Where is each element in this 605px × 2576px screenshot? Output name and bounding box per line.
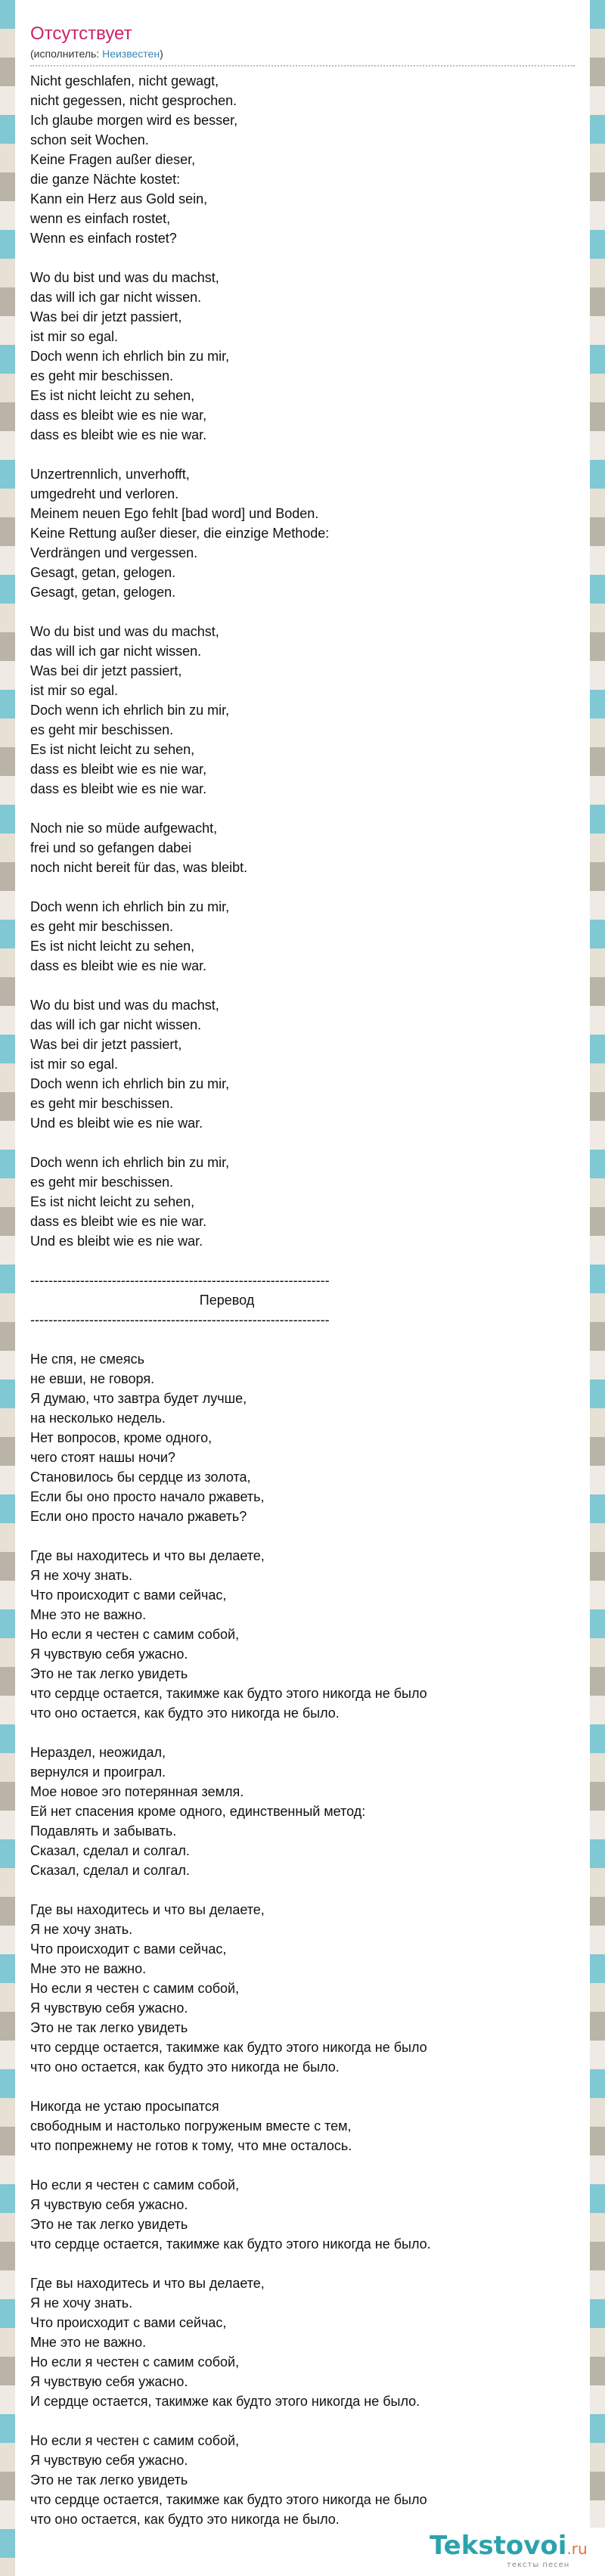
- song-title: Отсутствует: [30, 23, 132, 44]
- logo-tagline: тексты песен: [507, 2561, 570, 2569]
- site-logo[interactable]: [424, 2528, 605, 2576]
- spacer: [30, 1251, 575, 1271]
- separator-top: ------------------------------------------------------------------: [30, 1273, 330, 1288]
- performer-link[interactable]: Неизвестен: [102, 48, 160, 60]
- logo-name: Tekstovoi: [430, 2531, 567, 2561]
- original-lyrics: Nicht geschlafen, nicht gewagt, nicht gegessen, nicht gesprochen. Ich glaube morgen wird es besser, schon seit Wochen. Keine Fragen außer dieser, die ganze Nächte kostet: Kann ein Herz aus Gold sein, wenn es einfach rostet, Wenn es einfach rostet? Wo du bist und was du machst, das will ich gar nicht wissen. Was bei dir jetzt passiert, ist mir so egal. Doch wenn ich ehrlich bin zu mir, es geht mir beschissen. Es ist nicht leicht zu sehen, dass es bleibt wie es nie war, dass es bleibt wie es nie war. Unzertrennlich, unverhofft, umgedreht und verloren. Meinem neuen Ego fehlt [bad word] und Boden. Keine Rettung außer dieser, die einzige Methode: Verdrängen und vergessen. Gesagt, getan, gelogen. Gesagt, getan, gelogen. Wo du bist und was du machst, das will ich gar nicht wissen. Was bei dir jetzt passiert, ist mir so egal. Doch wenn ich ehrlich bin zu mir, es geht mir beschissen. Es ist nicht leicht zu sehen, dass es bleibt wie es nie war, dass es bleibt wie es nie war. Noch nie so müde aufgewacht, frei und so gefangen dabei noch nicht bereit für das, was bleibt. Doch wenn ich ehrlich bin zu mir, es geht mir beschissen. Es ist nicht leicht zu sehen, dass es bleibt wie es nie war. Wo du bist und was du machst, das will ich gar nicht wissen. Was bei dir jetzt passiert, ist mir so egal. Doch wenn ich ehrlich bin zu mir, es geht mir beschissen. Und es bleibt wie es nie war. Doch wenn ich ehrlich bin zu mir, es geht mir beschissen. Es ist nicht leicht zu sehen, dass es bleibt wie es nie war. Und es bleibt wie es nie war.: [30, 73, 330, 1249]
- performer-prefix: (исполнитель:: [30, 48, 103, 60]
- separator-bottom: ------------------------------------------------------------------: [30, 1312, 330, 1327]
- logo-tld: .ru: [566, 2540, 588, 2558]
- spacer: [30, 1330, 575, 1349]
- performer-suffix: ): [160, 48, 163, 60]
- header-divider: [30, 65, 575, 67]
- translation-lyrics: Не спя, не смеясь не евши, не говоря. Я думаю, что завтра будет лучше, на несколько недель. Нет вопросов, кроме одного, чего стоят нашы ночи? Становилось бы сердце из золота, Если бы оно просто начало ржаветь, Если оно просто начало ржаветь? Где вы находитесь и что вы делаете, Я не хочу знать. Что происходит с вами сейчас, Мне это не важно. Но если я честен с самим собой, Я чувствую себя ужасно. Это не так легко увидеть что сердце остается, такимже как будто этого никогда не было что оно остается, как будто это никогда не было. Нераздел, неожидал, вернулся и проиграл. Мое новое эго потерянная земля. Ей нет спасения кроме одного, единственный метод: Подавлять и забывать. Сказал, сделал и солгал. Сказал, сделал и солгал. Где вы находитесь и что вы делаете, Я не хочу знать. Что происходит с вами сейчас, Мне это не важно. Но если я честен с самим собой, Я чувствую себя ужасно. Это не так легко увидеть что сердце остается, такимже как будто этого никогда не было что оно остается, как будто это никогда не было. Никогда не устаю просыпатся свободным и настолько погруженым вместе с тем, что попрежнему не готов к тому, что мне осталось. Но если я честен с самим собой, Я чувствую себя ужасно. Это не так легко увидеть что сердце остается, такимже как будто этого никогда не было. Где вы находитесь и что вы делаете, Я не хочу знать. Что происходит с вами сейчас, Мне это не важно. Но если я честен с самим собой, Я чувствую себя ужасно. И сердце остается, такимже как будто этого никогда не было. Но если я честен с самим собой, Я чувствую себя ужасно. Это не так легко увидеть что сердце остается, такимже как будто этого никогда не было что оно остается, как будто это никогда не было.: [30, 1352, 431, 2527]
- translation-heading: Перевод: [199, 1293, 255, 1308]
- logo-wordmark: [430, 2531, 588, 2564]
- song-page: [30, 23, 575, 2529]
- performer-line: [30, 47, 575, 61]
